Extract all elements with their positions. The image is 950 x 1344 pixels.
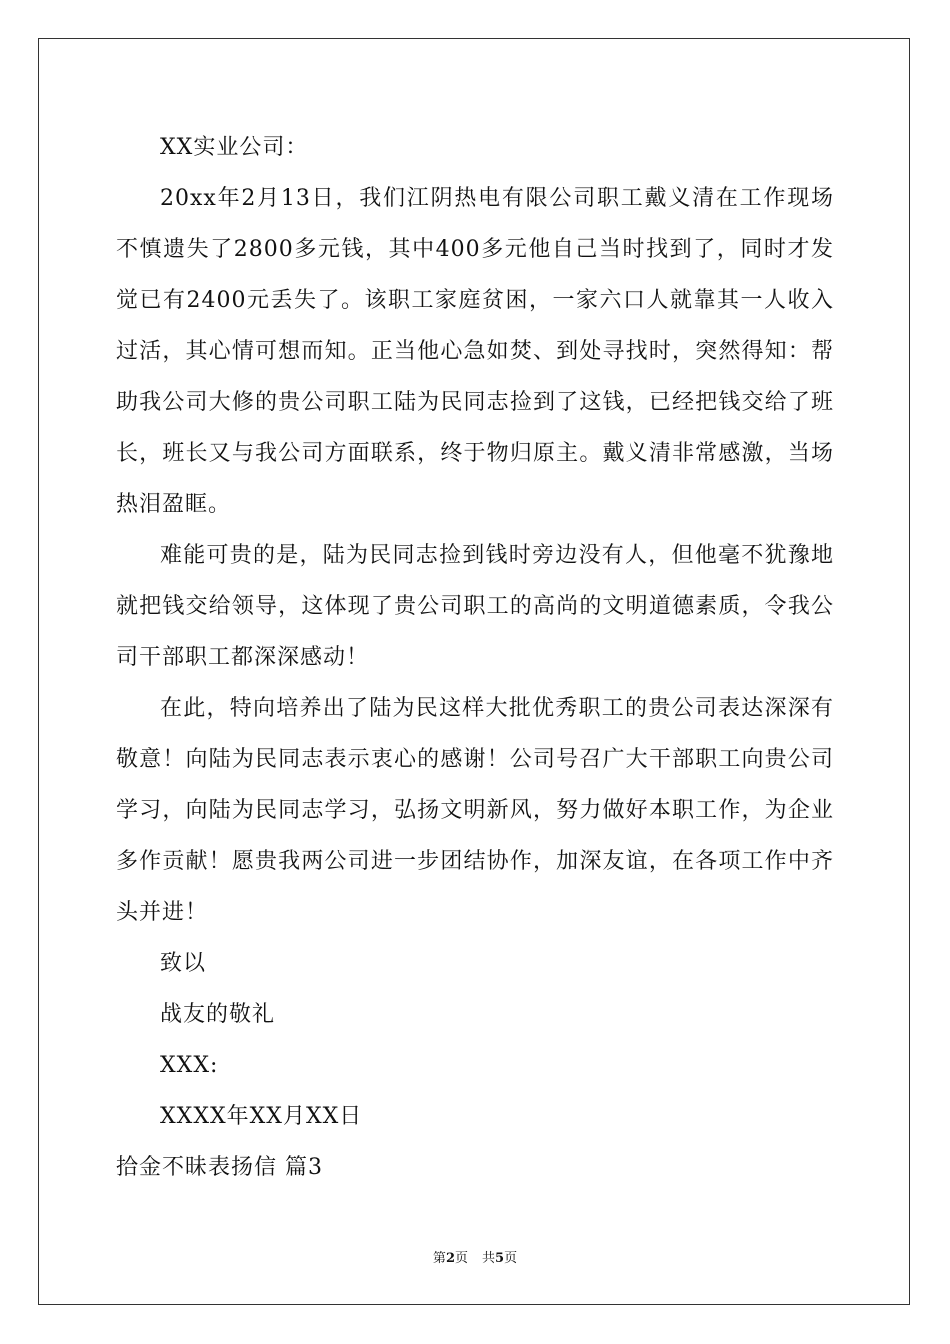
signature: XXX:: [160, 1053, 219, 1078]
page-current: 2: [445, 1251, 455, 1266]
date-line: XXXX年XX月XX日: [160, 1104, 363, 1129]
closing-line-2: 战友的敬礼: [160, 1002, 276, 1027]
letter-body: [116, 122, 834, 1193]
page-footer: [0, 1247, 950, 1266]
page-total: 5: [495, 1251, 505, 1266]
page-prefix: 第: [432, 1251, 446, 1266]
closing-line-1: 致以: [160, 951, 207, 976]
page-suffix: 页: [454, 1251, 468, 1266]
paragraph-2: 难能可贵的是，陆为民同志捡到钱时旁边没有人，但他毫不犹豫地就把钱交给领导，这体现了贵公司职工的高尚的文明道德素质，令我公司干部职工都深深感动！: [116, 543, 834, 670]
salutation: XX实业公司：: [160, 135, 309, 160]
paragraph-3: 在此，特向培养出了陆为民这样大批优秀职工的贵公司表达深深有敬意！向陆为民同志表示衷心的感谢！公司号召广大干部职工向贵公司学习，向陆为民同志学习，弘扬文明新风，努力做好本职工作，为企业多作贡献！愿贵我两公司进一步团结协作，加深友谊，在各项工作中齐头并进！: [116, 696, 834, 925]
next-section-heading: 拾金不昧表扬信 篇3: [116, 1155, 323, 1180]
total-prefix: 共: [482, 1251, 496, 1266]
paragraph-1: 20xx年2月13日，我们江阴热电有限公司职工戴义清在工作现场不慎遗失了2800多元钱，其中400多元他自己当时找到了，同时才发觉已有2400元丢失了。该职工家庭贫困，一家六口人就靠其一人收入过活，其心情可想而知。正当他心急如焚、到处寻找时，突然得知：帮助我公司大修的贵公司职工陆为民同志捡到了这钱，已经把钱交给了班长，班长又与我公司方面联系，终于物归原主。戴义清非常感激，当场热泪盈眶。: [116, 186, 834, 517]
total-suffix: 页: [504, 1251, 518, 1266]
